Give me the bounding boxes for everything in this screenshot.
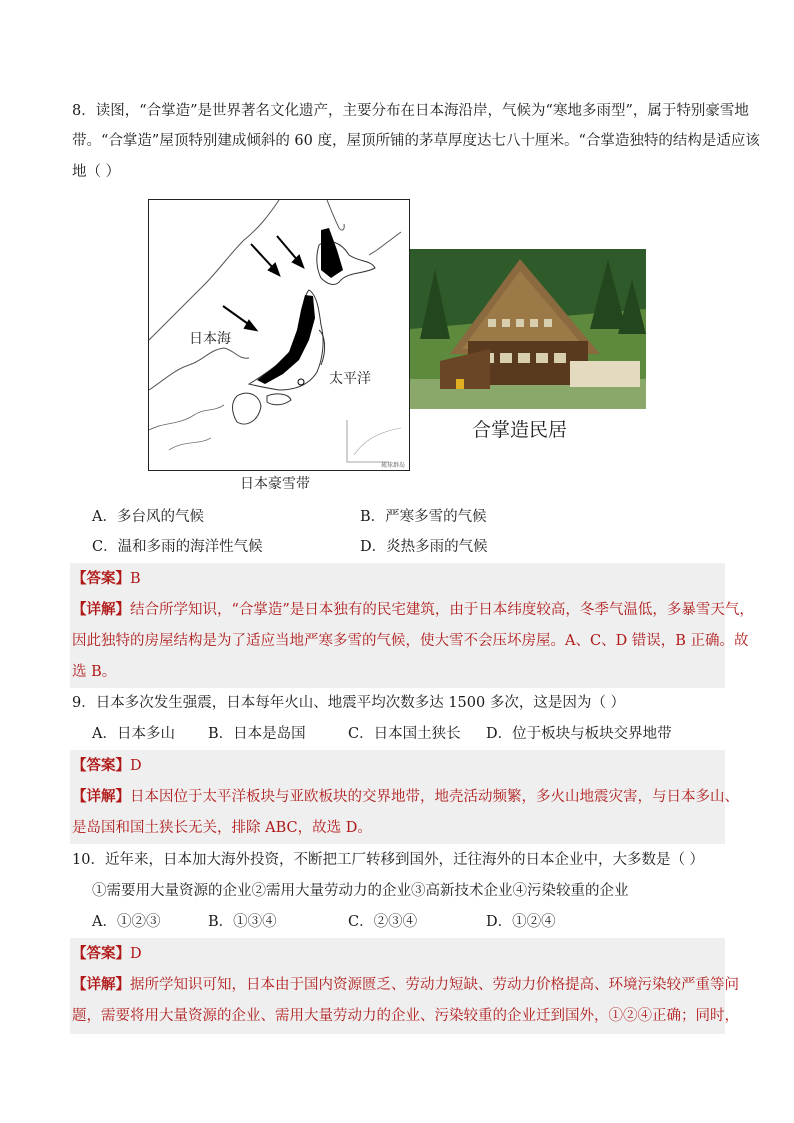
- q10-answer: [72, 944, 142, 964]
- sea-of-japan-label: 日本海: [189, 331, 231, 347]
- q10-option-b: B．①③④: [208, 914, 277, 930]
- q8-detail-tag: 【详解】: [72, 601, 130, 618]
- photo-caption: 合掌造民居: [472, 419, 568, 441]
- q10-detail-line-1: [72, 975, 739, 995]
- q10-detail-text-1: 据所学知识可知，日本由于国内资源匮乏、劳动力短缺、劳动力价格提高、环境污染较严重等问: [130, 977, 739, 993]
- q9-option-a: A．日本多山: [92, 726, 175, 742]
- q10-stem: 10．近年来，日本加大海外投资，不断把工厂转移到国外，迁往海外的日本企业中，大多数是（ ）: [72, 852, 705, 868]
- q8-stem-line-3: 地（ ）: [72, 164, 121, 180]
- q8-stem-line-2: 带。“合掌造”屋顶特别建成倾斜的 60 度，屋顶所铺的茅草厚度达七八十厘米。“合掌造独特的结构是适应该: [72, 133, 760, 149]
- house-illustration: [410, 249, 646, 409]
- q10-answer-value: D: [130, 946, 142, 962]
- q8-detail-line-2: 因此独特的房屋结构是为了适应当地严寒多雪的气候，使大雪不会压坏房屋。A、C、D 错误，B 正确。故: [72, 633, 749, 649]
- q8-detail-line-3: 选 B。: [72, 664, 117, 680]
- pacific-ocean-label: 太平洋: [329, 371, 371, 387]
- q10-option-c: C．②③④: [348, 914, 418, 930]
- q9-option-b: B．日本是岛国: [208, 726, 306, 742]
- q8-option-d: D．炎热多雨的气候: [360, 539, 488, 555]
- q8-option-c: C．温和多雨的海洋性气候: [92, 539, 263, 555]
- q8-option-b: B．严寒多雪的气候: [360, 509, 487, 525]
- q10-detail-tag: 【详解】: [72, 976, 130, 993]
- q9-detail-line-2: 是岛国和国土狭长无关，排除 ABC，故选 D。: [72, 820, 372, 836]
- q8-answer-value: B: [130, 571, 141, 587]
- q9-answer-value: D: [130, 758, 142, 774]
- q8-stem-line-1: 8．读图，“合掌造”是世界著名文化遗产，主要分布在日本海沿岸，气候为“寒地多雨型”，属于特别豪雪地: [72, 103, 749, 119]
- q9-option-d: D．位于板块与板块交界地带: [486, 726, 672, 742]
- q9-answer-tag: 【答案】: [72, 757, 130, 774]
- q8-option-a: A．多台风的气候: [92, 509, 204, 525]
- q8-answer-block: [70, 563, 725, 688]
- q9-detail-tag: 【详解】: [72, 788, 130, 805]
- q10-detail-line-2: 题，需要将用大量资源的企业、需用大量劳动力的企业、污染较重的企业迁到国外，①②④正确；同时，: [72, 1008, 739, 1024]
- map-watermark: 琉球群岛: [381, 462, 406, 469]
- q10-answer-tag: 【答案】: [72, 945, 130, 962]
- q9-detail-line-1: [72, 787, 739, 807]
- q9-stem: 9．日本多次发生强震，日本每年火山、地震平均次数多达 1500 多次，这是因为（ ）: [72, 695, 625, 711]
- q9-answer: [72, 756, 142, 776]
- q9-detail-text-1: 日本因位于太平洋板块与亚欧板块的交界地带，地壳活动频繁，多火山地震灾害，与日本多山、: [130, 789, 739, 805]
- q10-option-a: A．①②③: [92, 914, 161, 930]
- japan-snow-belt-map: [148, 199, 410, 471]
- q8-answer-tag: 【答案】: [72, 570, 130, 587]
- q8-detail-line-1: [72, 600, 754, 620]
- map-caption: 日本豪雪带: [240, 476, 310, 492]
- q8-answer: [72, 569, 141, 589]
- gassho-house-photo: [410, 249, 646, 409]
- q9-option-c: C．日本国土狭长: [348, 726, 461, 742]
- q10-items: ①需要用大量资源的企业②需用大量劳动力的企业③高新技术企业④污染较重的企业: [92, 883, 629, 899]
- q10-option-d: D．①②④: [486, 914, 556, 930]
- map-drawing: [149, 200, 409, 470]
- q8-detail-text-1: 结合所学知识，“合掌造”是日本独有的民宅建筑，由于日本纬度较高，冬季气温低，多暴雪天气，: [130, 602, 754, 618]
